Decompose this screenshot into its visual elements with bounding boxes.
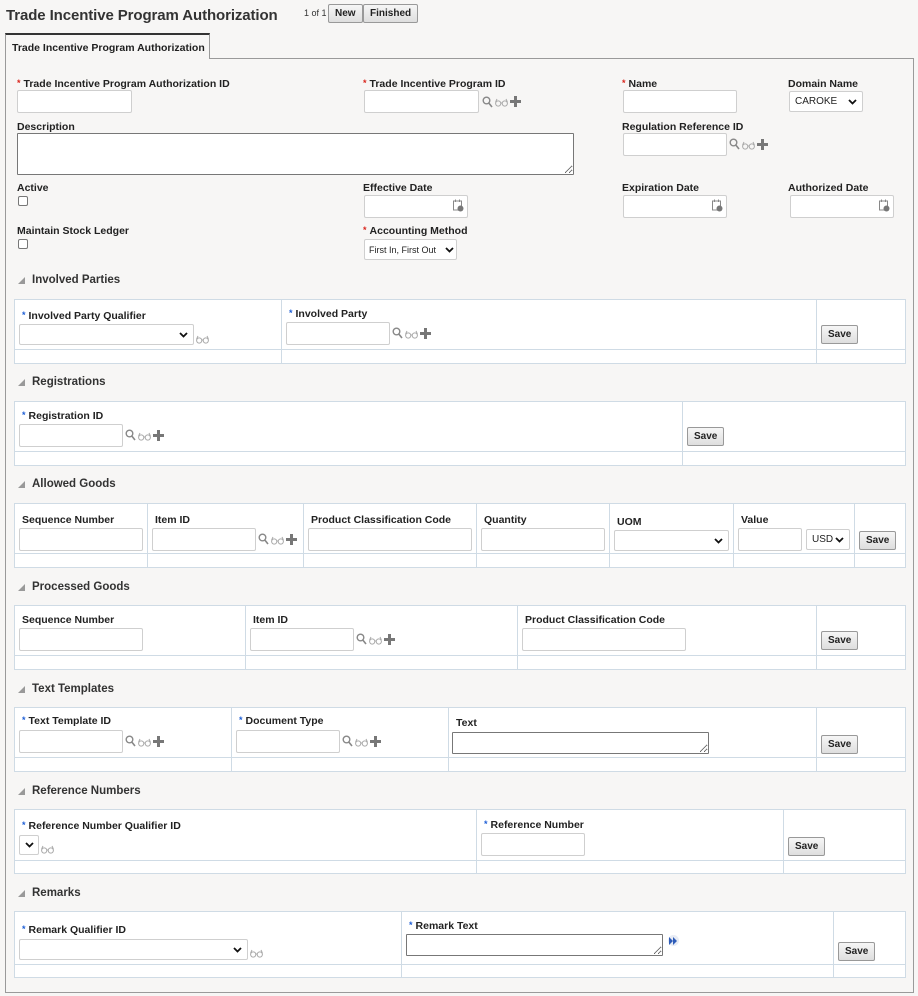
required-mark: * (17, 78, 21, 88)
regulation-ref-input[interactable] (623, 133, 727, 156)
plus-icon[interactable] (420, 327, 431, 343)
registrations-grid (14, 401, 906, 466)
processed-item-id-icons (356, 633, 395, 649)
program-id-input[interactable] (364, 90, 479, 113)
search-icon[interactable] (356, 633, 367, 649)
allowed-currency-value: USD (812, 534, 834, 545)
allowed-uom-select[interactable] (614, 530, 729, 551)
search-icon[interactable] (342, 735, 353, 751)
document-type-icons (342, 735, 381, 751)
finished-button[interactable]: Finished (363, 4, 418, 23)
plus-icon[interactable] (153, 735, 164, 751)
allowed-seq-label: Sequence Number (22, 514, 115, 526)
accounting-method-select[interactable] (364, 239, 457, 260)
accounting-method-label: * Accounting Method (363, 225, 468, 237)
involved-party-icons (392, 327, 431, 343)
allowed-quantity-input[interactable] (481, 528, 605, 551)
maintain-stock-ledger-checkbox[interactable] (18, 239, 28, 249)
remarks-grid (14, 911, 906, 978)
allowed-value-input[interactable] (738, 528, 802, 551)
processed-pcc-label: Product Classification Code (525, 614, 666, 626)
document-type-input[interactable] (236, 730, 340, 753)
plus-icon[interactable] (510, 95, 521, 111)
collapse-triangle-icon[interactable] (18, 584, 25, 591)
text-template-id-input[interactable] (19, 730, 123, 753)
glasses-icon[interactable] (41, 841, 54, 859)
glasses-icon[interactable] (138, 429, 151, 445)
processed-goods-grid (14, 605, 906, 670)
domain-name-label: Domain Name (788, 78, 859, 90)
domain-name-select[interactable] (789, 91, 863, 112)
active-label: Active (17, 182, 49, 194)
processed-item-id-input[interactable] (250, 628, 354, 651)
record-pager: 1 of 1 (304, 8, 327, 18)
text-template-id-icons (125, 735, 164, 751)
glasses-icon[interactable] (369, 633, 382, 649)
authorized-date-field (790, 195, 894, 218)
calendar-icon[interactable] (879, 199, 890, 212)
processed-goods-save-button[interactable]: Save (821, 631, 858, 650)
processed-item-id-label: Item ID (253, 614, 289, 626)
allowed-value-label: Value (741, 514, 769, 526)
allowed-uom-label: UOM (617, 516, 642, 528)
section-reference-numbers[interactable]: Reference Numbers (18, 785, 141, 797)
document-type-label: * Document Type (239, 715, 324, 727)
allowed-currency-select[interactable] (806, 529, 850, 550)
fast-forward-icon[interactable] (668, 935, 679, 946)
allowed-goods-save-button[interactable]: Save (859, 531, 896, 550)
chevron-down-icon (714, 538, 723, 544)
allowed-item-id-icons (258, 533, 297, 549)
plus-icon[interactable] (384, 633, 395, 649)
chevron-down-icon (848, 99, 857, 105)
chevron-down-icon (835, 537, 844, 543)
new-button[interactable]: New (328, 4, 363, 23)
search-icon[interactable] (392, 327, 403, 343)
active-checkbox[interactable] (18, 196, 28, 206)
search-icon[interactable] (482, 96, 493, 110)
glasses-icon[interactable] (742, 138, 755, 154)
calendar-icon[interactable] (712, 199, 723, 212)
auth-id-input[interactable] (17, 90, 132, 113)
processed-pcc-input[interactable] (522, 628, 686, 651)
involved-party-input[interactable] (286, 322, 390, 345)
search-icon[interactable] (258, 533, 269, 549)
remark-text-textarea[interactable] (406, 934, 663, 956)
plus-icon[interactable] (370, 735, 381, 751)
text-label: Text (456, 717, 477, 729)
page-header (6, 5, 278, 25)
authorized-date-label: Authorized Date (788, 182, 869, 194)
section-text-templates[interactable]: Text Templates (18, 683, 114, 695)
maintain-stock-ledger-label: Maintain Stock Ledger (17, 225, 130, 237)
glasses-icon[interactable] (495, 95, 508, 111)
allowed-goods-grid (14, 503, 906, 568)
plus-icon[interactable] (153, 429, 164, 445)
registration-id-icons (125, 429, 164, 445)
glasses-icon[interactable] (355, 735, 368, 751)
allowed-item-id-input[interactable] (152, 528, 256, 551)
collapse-triangle-icon[interactable] (18, 686, 25, 693)
allowed-quantity-label: Quantity (484, 514, 527, 526)
glasses-icon[interactable] (196, 331, 209, 349)
page-title: Trade Incentive Program Authorization (6, 6, 278, 24)
description-label: Description (17, 121, 75, 133)
text-templates-save-button[interactable]: Save (821, 735, 858, 754)
name-label: * Name (622, 78, 658, 90)
reference-numbers-save-button[interactable]: Save (788, 837, 825, 856)
allowed-item-id-label: Item ID (155, 514, 191, 526)
registration-id-label: * Registration ID (22, 410, 104, 422)
remarks-save-button[interactable]: Save (838, 942, 875, 961)
allowed-pcc-label: Product Classification Code (311, 514, 452, 526)
chevron-down-icon (179, 332, 188, 338)
glasses-icon[interactable] (250, 945, 263, 963)
regulation-ref-label: Regulation Reference ID (622, 121, 744, 133)
glasses-icon[interactable] (271, 533, 284, 549)
involved-party-qualifier-label: * Involved Party Qualifier (22, 310, 146, 322)
reference-number-input[interactable] (481, 833, 585, 856)
reference-number-label: * Reference Number (484, 819, 584, 831)
text-template-id-label: * Text Template ID (22, 715, 111, 727)
allowed-pcc-input[interactable] (308, 528, 472, 551)
effective-date-label: Effective Date (363, 182, 433, 194)
remark-text-label: * Remark Text (409, 920, 478, 932)
text-textarea[interactable] (452, 732, 709, 754)
search-icon[interactable] (125, 429, 136, 445)
chevron-down-icon (445, 247, 454, 253)
expiration-date-label: Expiration Date (622, 182, 700, 194)
name-input[interactable] (623, 90, 737, 113)
description-textarea[interactable] (17, 133, 574, 175)
involved-party-label: * Involved Party (289, 308, 368, 320)
remark-qualifier-select[interactable] (19, 939, 248, 960)
collapse-triangle-icon[interactable] (18, 890, 25, 897)
form-panel (5, 58, 914, 993)
section-allowed-goods[interactable]: Allowed Goods (18, 478, 116, 490)
collapse-triangle-icon[interactable] (18, 788, 25, 795)
chevron-down-icon (25, 842, 34, 848)
reference-qualifier-select[interactable] (19, 835, 39, 855)
regulation-ref-icons (729, 138, 768, 154)
search-icon[interactable] (729, 138, 740, 154)
involved-party-qualifier-select[interactable] (19, 324, 194, 345)
text-templates-grid (14, 707, 906, 772)
involved-parties-save-button[interactable]: Save (821, 325, 858, 344)
involved-parties-grid (14, 299, 906, 364)
plus-icon[interactable] (286, 533, 297, 549)
program-id-icons (482, 95, 521, 111)
glasses-icon[interactable] (138, 735, 151, 751)
collapse-triangle-icon[interactable] (18, 379, 25, 386)
domain-name-value: CAROKE (795, 96, 838, 107)
search-icon[interactable] (125, 735, 136, 751)
remark-qualifier-label: * Remark Qualifier ID (22, 924, 126, 936)
effective-date-field (364, 195, 468, 218)
collapse-triangle-icon[interactable] (18, 277, 25, 284)
reference-numbers-grid (14, 809, 906, 874)
section-processed-goods[interactable]: Processed Goods (18, 581, 130, 593)
accounting-method-value: First In, First Out (369, 244, 437, 255)
collapse-triangle-icon[interactable] (18, 481, 25, 488)
chevron-down-icon (233, 947, 242, 953)
glasses-icon[interactable] (405, 327, 418, 343)
processed-seq-label: Sequence Number (22, 614, 115, 626)
allowed-seq-input[interactable] (19, 528, 143, 551)
auth-id-label: * Trade Incentive Program Authorization ID (17, 78, 230, 90)
section-registrations[interactable]: Registrations (18, 376, 106, 388)
registrations-save-button[interactable]: Save (687, 427, 724, 446)
registration-id-input[interactable] (19, 424, 123, 447)
program-id-label: * Trade Incentive Program ID (363, 78, 506, 90)
section-involved-parties[interactable]: Involved Parties (18, 274, 120, 286)
section-remarks[interactable]: Remarks (18, 887, 81, 899)
plus-icon[interactable] (757, 138, 768, 154)
expiration-date-field (623, 195, 727, 218)
calendar-icon[interactable] (453, 199, 464, 212)
reference-qualifier-label: * Reference Number Qualifier ID (22, 820, 181, 832)
tab-trade-incentive-program-authorization[interactable]: Trade Incentive Program Authorization (5, 33, 210, 59)
processed-seq-input[interactable] (19, 628, 143, 651)
